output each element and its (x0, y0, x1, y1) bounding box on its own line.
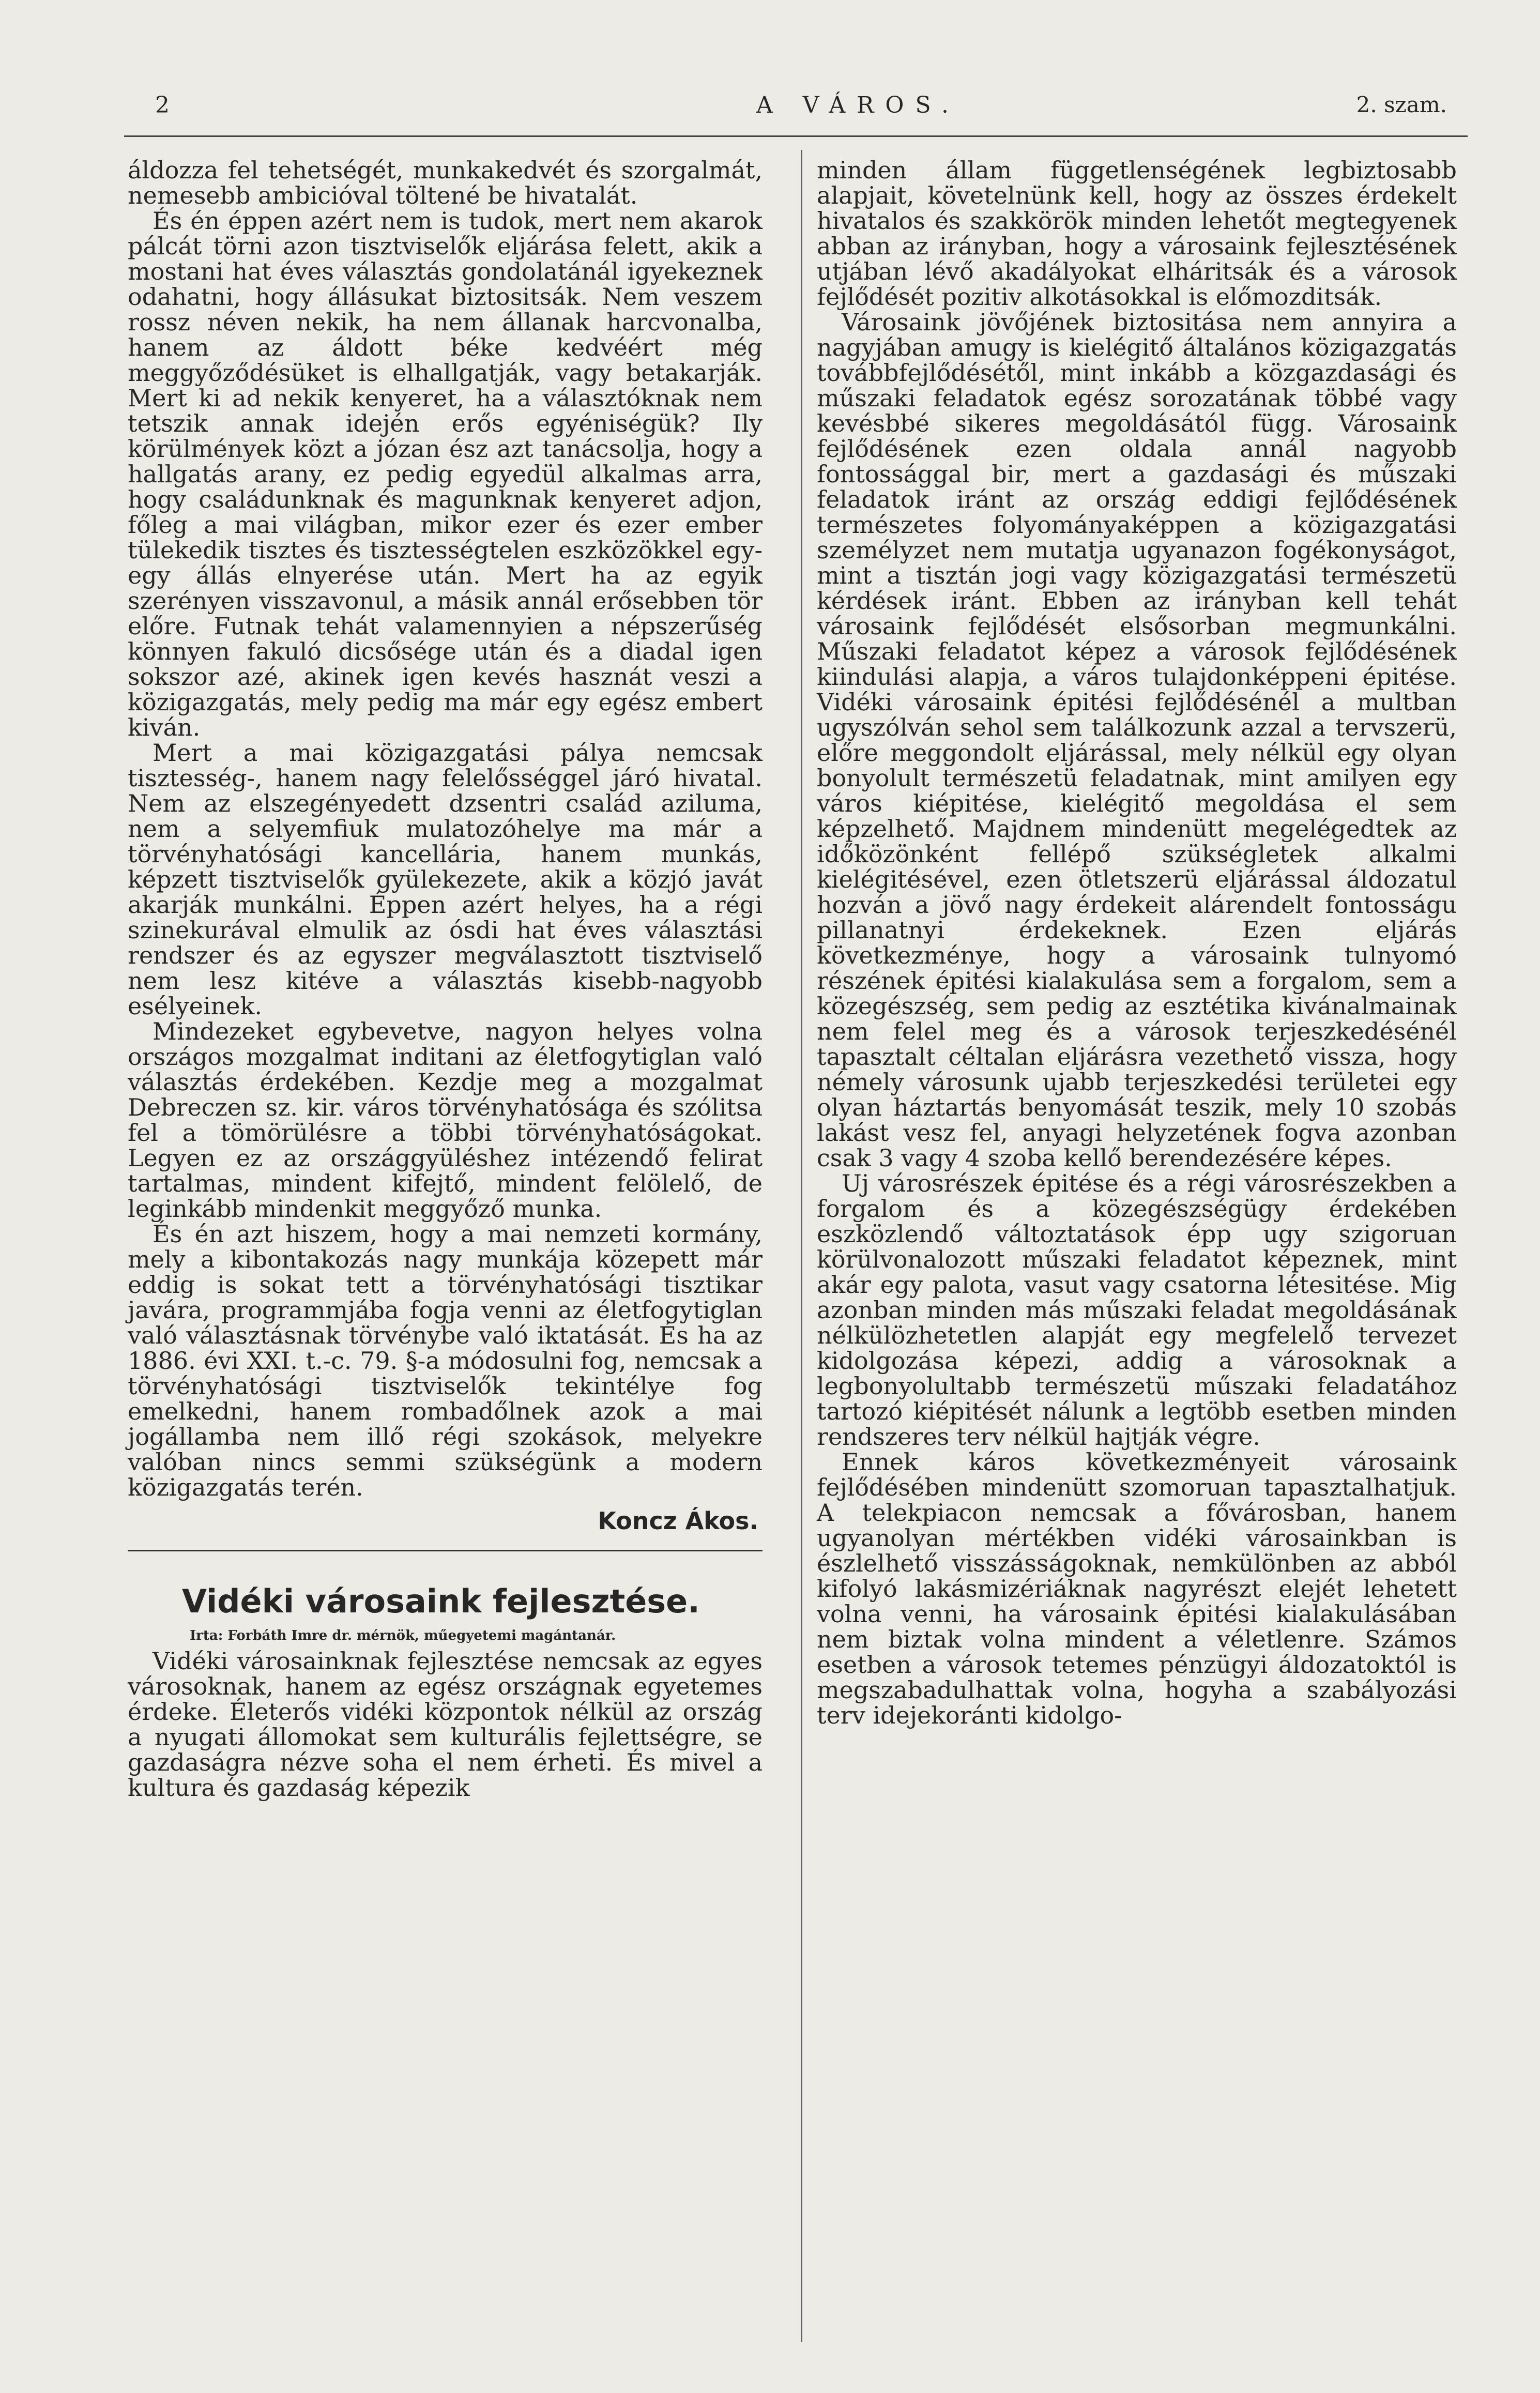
paragraph: És én azt hiszem, hogy a mai nemzeti kormány, mely a kibontakozás nagy munkája közepett már eddig is sokat tett a törvényhatósági tisztikar javára, programmjába fogja venni az életfogytiglan való választásnak törvénybe való iktatását. És ha az 1886. évi XXI. t.-c. 79. §-a módosulni fog, nemcsak a törvényhatósági tisztviselők tekintélye fog emelkedni, hanem rombadőlnek azok a mai jogállamba nem illő régi szokások, melyekre valóban nincs semmi szükségünk a modern közigazgatás terén. (128, 1220, 763, 1501)
article-title: Vidéki városaink fejlesztése. (182, 1582, 700, 1620)
article-separator (128, 1550, 763, 1551)
paragraph: Ennek káros következményeit városaink fejlődésében mindenütt szomoruan tapasztalhatjuk. A telekpiacon nemcsak a fővárosban, hanem ugyanolyan mértékben vidéki városainkban is észlelhető visszásságoknak, nemkülönben az abból kifolyó lakásmizériáknak nagyrészt elejét lehetett volna venni, ha városaink épitési kialakulásában nem biztak volna mindent a véletlenre. Számos esetben a városok tetemes pénzügyi áldozatoktól is megszabadulhattak volna, hogyha a szabályozási terv idejekoránti kidolgo- (817, 1448, 1457, 1729)
paragraph: Városaink jövőjének biztositása nem annyira a nagyjában amugy is kielégitő általános közigazgatás továbbfejlődésétől, mint inkább a közgazdasági és műszaki feladatok egész sorozatának többé vagy kevésbbé sikeres megoldásától függ. Városaink fejlődésének ezen oldala annál nagyobb fontossággal bir, mert a gazdasági és műszaki feladatok iránt az ország eddigi fejlődésének természetes folyományaképpen a közigazgatási személyzet nem mutatja ugyanazon fogékonyságot, mint a tisztán jogi vagy közigazgatási természetü kérdések iránt. Ebben az irányban kell tehát városaink fejlődését elsősorban megmunkálni. Műszaki feladatot képez a városok fejlődésének kiindulási alapja, a város tulajdonképpeni épitése. Vidéki városaink épitési fejlődésénél a multban ugyszólván sehol sem találkozunk azzal a tervszerü, előre meggondolt eljárással, mely nélkül egy olyan bonyolult természetü feladatnak, mint amilyen egy város kiépitése, kielégitő megoldása el sem képzelhető. Majdnem mindenütt megelégedtek az időközönként fellépő szükségletek alkalmi kielégitésével, ezen ötletszerü eljárással áldozatul hozván a jövő nagy érdekeit alárendelt fontosságu pillanatnyi érdekeknek. Ezen eljárás következménye, hogy a városaink tulnyomó részének épitési kialakulása sem a forgalom, sem a közegészség, sem pedig az esztétika kivánalmainak nem felel meg és a városok terjeszkedésénél tapasztalt céltalan eljárásra vezethető vissza, hogy némely városunk ujabb terjeszkedési területei egy olyan háztartás benyomását teszik, mely 10 szobás lakást vesz fel, anyagi helyzetének fogva azonban csak 3 vagy 4 szoba kellő berendezésére képes. (817, 308, 1457, 1172)
left-column (128, 158, 763, 1801)
page-number: 2 (155, 92, 170, 118)
paragraph: áldozza fel tehetségét, munkakedvét és szorgalmát, nemesebb ambicióval töltené be hivatalát. (128, 156, 763, 209)
paragraph: Mindezeket egybevetve, nagyon helyes volna országos mozgalmat inditani az életfogytiglan való választás érdekében. Kezdje meg a mozgalmat Debreczen sz. kir. város törvényhatósága és szólitsa fel a tömörülésre a többi törvényhatóságokat. Legyen ez az országgyüléshez intézendő felirat tartalmas, mindent kifejtő, mindent felölelő, de leginkább mindenkit meggyőző munka. (128, 1017, 763, 1223)
author-signature: Koncz Ákos. (598, 1507, 758, 1535)
page-header (155, 92, 1447, 128)
right-column (817, 158, 1457, 1728)
paragraph: És én éppen azért nem is tudok, mert nem akarok pálcát törni azon tisztviselők eljárása felett, akik a mostani hat éves választás gondolatánál igyekeznek odahatni, hogy állásukat biztositsák. Nem veszem rossz néven nekik, ha nem állanak harcvonalba, hanem az áldott béke kedvéért még meggyőződésüket is elhallgatják, vagy betakarják. Mert ki ad nekik kenyeret, ha a választóknak nem tetszik annak idején erős egyéniségük? Ily körülmények közt a józan ész azt tanácsolja, hogy a hallgatás arany, ez pedig egyedül alkalmas arra, hogy családunknak és magunknak kenyeret adjon, főleg a mai világban, mikor ezer és ezer ember tülekedik tisztes és tisztességtelen eszközökkel egy-egy állás elnyerése után. Mert ha az egyik szerényen visszavonul, a másik annál erősebben tör előre. Futnak tehát valamennyien a népszerűség könnyen fakuló dicsősége után és a diadal igen sokszor azé, akinek igen kevés hasznát veszi a közigazgatás, mely pedig ma már egy egész embert kiván. (128, 207, 763, 741)
paragraph: minden állam függetlenségének legbiztosabb alapjait, követelnünk kell, hogy az összes érdekelt hivatalos és szakkörök minden lehetőt megtegyenek abban az irányban, hogy a városaink fejlesztésének utjában lévő akadályokat elháritsák és a városok fejlődését pozitiv alkotásokkal is előmozditsák. (817, 156, 1457, 311)
paragraph: Mert a mai közigazgatási pálya nemcsak tisztesség-, hanem nagy felelősséggel járó hivatal. Nem az elszegényedett dzsentri család aziluma, nem a selyemfiuk mulatozóhelye ma már a törvényhatósági kancellária, hanem munkás, képzett tisztviselők gyülekezete, akik a közjó javát akarják munkálni. Éppen azért helyes, ha a régi szinekurával elmulik az ósdi hat éves választási rendszer és az egyszer megválasztott tisztviselő nem lesz kitéve a választás kisebb-nagyobb esélyeinek. (128, 739, 763, 1020)
issue-number: 2. szam. (1356, 92, 1447, 117)
header-rule (124, 135, 1468, 137)
paragraph: Vidéki városainknak fejlesztése nemcsak az egyes városoknak, hanem az egész országnak egyetemes érdeke. Életerős vidéki központok nélkül az ország a nyugati állomokat sem kulturális fejlettségre, se gazdaságra nézve soha el nem érheti. És mivel a kultura és gazdaság képezik (128, 1647, 763, 1802)
article-byline: Irta: Forbáth Imre dr. mérnök, műegyetemi magántanár. (190, 1628, 616, 1643)
paragraph: Uj városrészek épitése és a régi városrészekben a forgalom és a közegészségügy érdekében eszközlendő változtatások épp ugy szigoruan körülvonalozott műszaki feladatot képeznek, mint akár egy palota, vasut vagy csatorna létesitése. Mig azonban minden más műszaki feladat megoldásának nélkülözhetetlen alapját egy megfelelő tervezet kidolgozása képezi, addig a városoknak a legbonyolultabb természetü műszaki feladatához tartozó kiépitését nálunk a legtöbb esetben minden rendszeres terv nélkül hajtják végre. (817, 1169, 1457, 1451)
column-divider (801, 150, 802, 2342)
running-title: A VÁROS. (756, 92, 960, 118)
